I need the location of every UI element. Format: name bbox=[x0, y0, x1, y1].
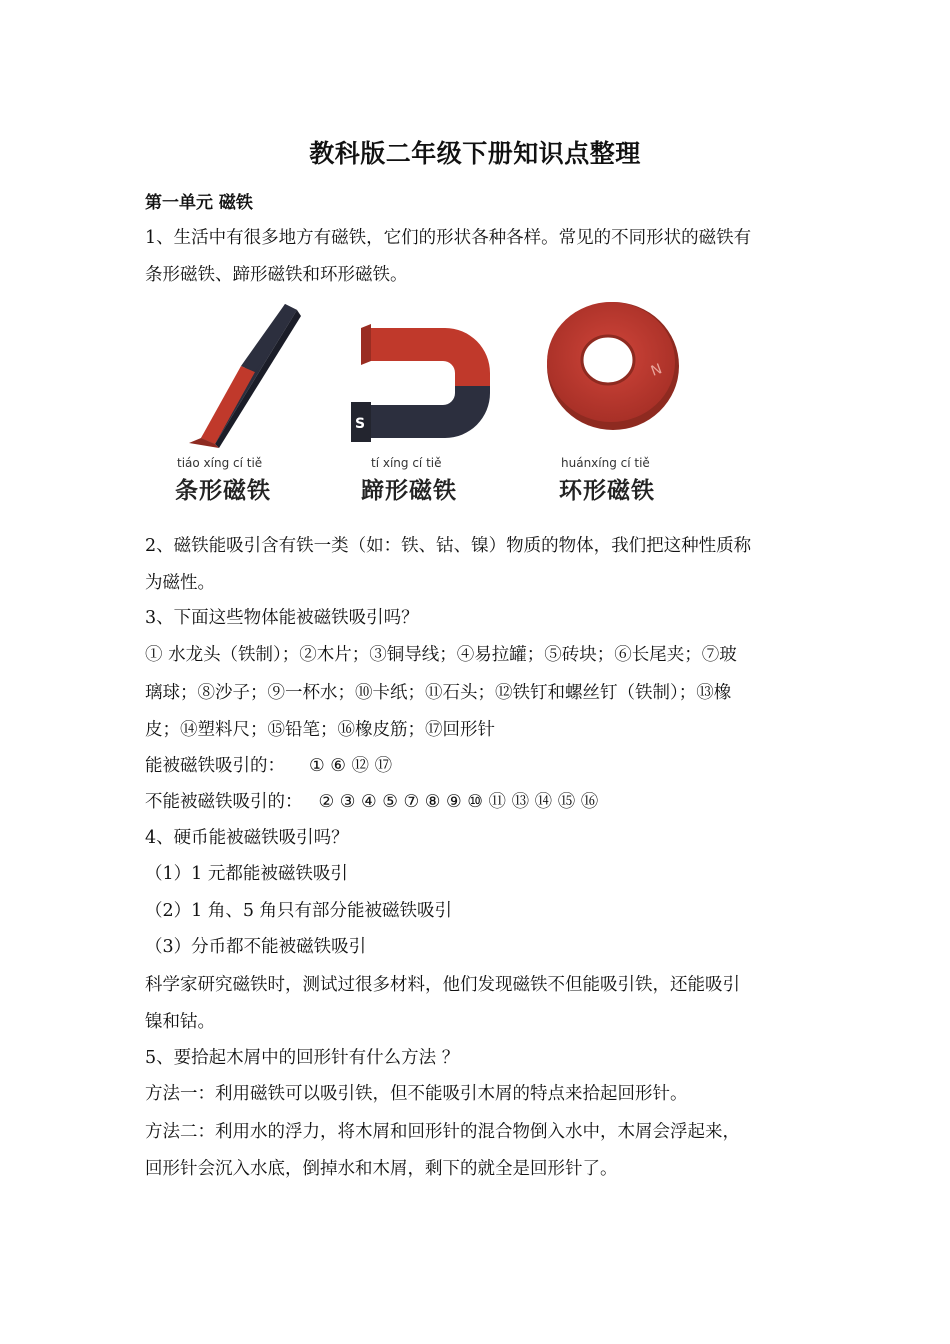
question-3-items-line-3: 皮；⑭塑料尺；⑮铅笔；⑯橡皮筋；⑰回形针 bbox=[145, 720, 495, 740]
attracted-items: ① ⑥ ⑫ ⑰ bbox=[309, 756, 393, 776]
not-attracted-items: ② ③ ④ ⑤ ⑦ ⑧ ⑨ ⑩ ⑪ ⑬ ⑭ ⑮ ⑯ bbox=[318, 792, 599, 812]
attracted-row bbox=[145, 754, 815, 778]
question-4-answer-2: （2）1 角、5 角只有部分能被磁铁吸引 bbox=[145, 901, 453, 921]
ring-magnet-label: 环形磁铁 bbox=[559, 478, 655, 504]
method-1: 方法一：利用磁铁可以吸引铁，但不能吸引木屑的特点来拾起回形针。 bbox=[145, 1084, 688, 1104]
not-attracted-label: 不能被磁铁吸引的： bbox=[145, 792, 303, 812]
question-4: 4、硬币能被磁铁吸引吗？ bbox=[145, 828, 349, 848]
question-4-answer-1: （1）1 元都能被磁铁吸引 bbox=[145, 864, 348, 884]
question-3-items-line-1: ① 水龙头（铁制）；②木片；③铜导线；④易拉罐；⑤砖块；⑥长尾夹；⑦玻 bbox=[145, 645, 737, 665]
scientist-note-line-1: 科学家研究磁铁时，测试过很多材料，他们发现磁铁不但能吸引铁，还能吸引 bbox=[145, 975, 740, 995]
horseshoe-magnet-icon bbox=[351, 324, 490, 442]
question-3: 3、下面这些物体能被磁铁吸引吗？ bbox=[145, 608, 419, 628]
method-2-line-2: 回形针会沉入水底，倒掉水和木屑，剩下的就全是回形针了。 bbox=[145, 1159, 618, 1179]
unit-heading: 第一单元 磁铁 bbox=[145, 193, 253, 213]
paragraph-1-line-1: 1、生活中有很多地方有磁铁，它们的形状各种各样。常见的不同形状的磁铁有 bbox=[145, 228, 752, 248]
horseshoe-magnet-label: 蹄形磁铁 bbox=[361, 478, 457, 504]
question-4-answer-3: （3）分币都不能被磁铁吸引 bbox=[145, 937, 367, 957]
page-title: 教科版二年级下册知识点整理 bbox=[309, 139, 641, 168]
svg-text:N: N bbox=[648, 361, 665, 380]
bar-magnet-pinyin: tiáo xíng cí tiě bbox=[177, 456, 263, 470]
paragraph-2-line-1: 2、磁铁能吸引含有铁一类（如：铁、钴、镍）物质的物体，我们把这种性质称 bbox=[145, 536, 752, 556]
bar-magnet-icon bbox=[189, 304, 301, 448]
question-5: 5、要拾起木屑中的回形针有什么方法 ？ bbox=[145, 1048, 460, 1068]
paragraph-1-line-2: 条形磁铁、蹄形磁铁和环形磁铁。 bbox=[145, 265, 408, 285]
magnet-types-figure bbox=[145, 298, 815, 508]
attracted-label: 能被磁铁吸引的： bbox=[145, 756, 285, 776]
svg-text:S: S bbox=[355, 416, 366, 432]
ring-magnet-pinyin: huánxíng cí tiě bbox=[561, 456, 650, 470]
ring-magnet-icon bbox=[547, 302, 679, 430]
paragraph-2-line-2: 为磁性。 bbox=[145, 573, 215, 593]
scientist-note-line-2: 镍和钴。 bbox=[145, 1012, 215, 1032]
not-attracted-row bbox=[145, 790, 815, 814]
bar-magnet-label: 条形磁铁 bbox=[175, 478, 271, 504]
method-2-line-1: 方法二：利用水的浮力，将木屑和回形针的混合物倒入水中，木屑会浮起来， bbox=[145, 1122, 740, 1142]
question-3-items-line-2: 璃球；⑧沙子；⑨一杯水；⑩卡纸；⑪石头；⑫铁钉和螺丝钉（铁制）；⑬橡 bbox=[145, 683, 732, 703]
horseshoe-magnet-pinyin: tí xíng cí tiě bbox=[371, 456, 442, 470]
